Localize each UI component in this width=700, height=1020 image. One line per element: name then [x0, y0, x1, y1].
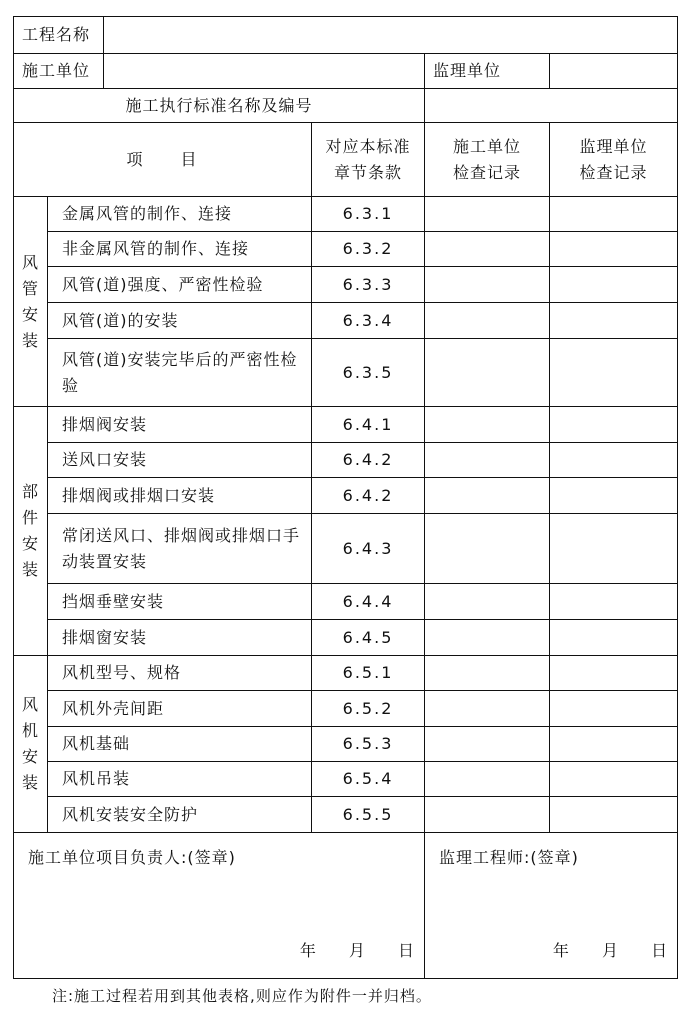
contractor-signature-date: 年 月 日: [299, 941, 415, 960]
contractor-record-cell[interactable]: [425, 478, 550, 514]
footnote: 注:施工过程若用到其他表格,则应作为附件一并归档。: [52, 987, 432, 1005]
contractor-label: 施工单位: [14, 54, 104, 89]
supervisor-record-cell[interactable]: [550, 339, 678, 407]
clause-cell: 6.4.1: [312, 407, 425, 443]
table-row: [14, 727, 678, 762]
supervisor-field[interactable]: [550, 54, 678, 89]
group-char: 装: [21, 330, 39, 350]
table-row: [14, 584, 678, 620]
clause-cell: 6.4.3: [312, 514, 425, 584]
supervisor-signature-label: 监理工程师:(签章): [439, 848, 579, 867]
contractor-record-cell[interactable]: [425, 339, 550, 407]
group-char: 风: [21, 695, 39, 714]
group-char: 机: [21, 721, 39, 740]
table-row: [14, 443, 678, 478]
item-cell: 排烟窗安装: [48, 620, 312, 656]
clause-column-header: [312, 123, 425, 197]
contractor-signature-label: 施工单位项目负责人:(签章): [28, 848, 236, 867]
contractor-record-header: [425, 123, 550, 197]
supervisor-record-cell[interactable]: [550, 691, 678, 727]
supervisor-signature-box[interactable]: [425, 833, 678, 979]
table-row: [14, 691, 678, 727]
item-cell: 风管(道)的安装: [48, 303, 312, 339]
contractor-record-cell[interactable]: [425, 584, 550, 620]
clause-cell: 6.3.3: [312, 267, 425, 303]
clause-cell: 6.4.2: [312, 478, 425, 514]
item-cell: 风管(道)安装完毕后的严密性检验: [48, 339, 312, 407]
clause-header-line2: 章节条款: [334, 162, 403, 182]
clause-cell: 6.5.1: [312, 656, 425, 691]
group-char: 安: [21, 304, 39, 324]
item-cell: 风管(道)强度、严密性检验: [48, 267, 312, 303]
contractor-record-cell[interactable]: [425, 407, 550, 443]
supervisor-record-cell[interactable]: [550, 514, 678, 584]
supervisor-record-cell[interactable]: [550, 407, 678, 443]
supervisor-record-cell[interactable]: [550, 443, 678, 478]
table-row: [14, 407, 678, 443]
group-label-duct: [14, 197, 48, 407]
contractor-record-cell[interactable]: [425, 691, 550, 727]
standard-field[interactable]: [425, 89, 678, 123]
table-row: [14, 620, 678, 656]
contractor-record-cell[interactable]: [425, 762, 550, 797]
table-row: [14, 232, 678, 267]
item-cell: 排烟阀安装: [48, 407, 312, 443]
table-row: [14, 197, 678, 232]
unit-row: [14, 54, 678, 89]
contractor-field[interactable]: [104, 54, 425, 89]
item-cell: 风机吊装: [48, 762, 312, 797]
item-cell: 风机外壳间距: [48, 691, 312, 727]
supervisor-record-cell[interactable]: [550, 267, 678, 303]
contractor-record-line1: 施工单位: [453, 136, 522, 156]
item-cell: 风机基础: [48, 727, 312, 762]
supervisor-record-cell[interactable]: [550, 232, 678, 267]
supervisor-record-cell[interactable]: [550, 656, 678, 691]
item-cell: 常闭送风口、排烟阀或排烟口手动装置安装: [48, 514, 312, 584]
signature-row: [14, 833, 678, 979]
item-cell: 非金属风管的制作、连接: [48, 232, 312, 267]
contractor-record-cell[interactable]: [425, 727, 550, 762]
clause-cell: 6.4.4: [312, 584, 425, 620]
supervisor-record-line2: 检查记录: [579, 162, 648, 182]
supervisor-record-cell[interactable]: [550, 197, 678, 232]
group-char: 管: [21, 278, 39, 298]
table-row: [14, 478, 678, 514]
group-char: 部: [21, 482, 39, 501]
column-header-row: [14, 123, 678, 197]
project-name-field[interactable]: [104, 17, 678, 54]
contractor-record-cell[interactable]: [425, 267, 550, 303]
group-char: 装: [21, 560, 39, 579]
contractor-record-cell[interactable]: [425, 197, 550, 232]
supervisor-record-cell[interactable]: [550, 797, 678, 833]
item-cell: 风机型号、规格: [48, 656, 312, 691]
item-cell: 送风口安装: [48, 443, 312, 478]
clause-cell: 6.5.4: [312, 762, 425, 797]
contractor-record-cell[interactable]: [425, 514, 550, 584]
clause-cell: 6.4.5: [312, 620, 425, 656]
clause-cell: 6.5.2: [312, 691, 425, 727]
contractor-record-cell[interactable]: [425, 443, 550, 478]
group-label-fan: [14, 656, 48, 833]
group-char: 风: [21, 252, 39, 272]
contractor-record-line2: 检查记录: [453, 162, 522, 182]
table-row: [14, 339, 678, 407]
supervisor-record-cell[interactable]: [550, 303, 678, 339]
contractor-record-cell[interactable]: [425, 656, 550, 691]
clause-header-line1: 对应本标准: [325, 136, 411, 156]
clause-cell: 6.3.4: [312, 303, 425, 339]
item-cell: 金属风管的制作、连接: [48, 197, 312, 232]
table-row: [14, 303, 678, 339]
contractor-record-cell[interactable]: [425, 797, 550, 833]
supervisor-record-cell[interactable]: [550, 584, 678, 620]
group-label-components: [14, 407, 48, 656]
supervisor-record-line1: 监理单位: [579, 136, 648, 156]
supervisor-signature-date: 年 月 日: [552, 941, 668, 960]
project-name-row: [14, 17, 678, 54]
clause-cell: 6.3.1: [312, 197, 425, 232]
table-row: [14, 762, 678, 797]
standard-label: 施工执行标准名称及编号: [14, 89, 425, 123]
clause-cell: 6.5.3: [312, 727, 425, 762]
supervisor-label: 监理单位: [425, 54, 550, 89]
table-row: [14, 514, 678, 584]
project-name-label: 工程名称: [14, 17, 104, 54]
item-cell: 挡烟垂壁安装: [48, 584, 312, 620]
clause-cell: 6.4.2: [312, 443, 425, 478]
table-row: [14, 797, 678, 833]
contractor-record-cell[interactable]: [425, 303, 550, 339]
supervisor-record-cell[interactable]: [550, 478, 678, 514]
supervisor-record-cell[interactable]: [550, 762, 678, 797]
group-char: 件: [21, 508, 39, 527]
clause-cell: 6.5.5: [312, 797, 425, 833]
group-char: 装: [21, 773, 39, 792]
item-column-header: 项 目: [14, 123, 312, 197]
table-row: [14, 267, 678, 303]
supervisor-record-cell[interactable]: [550, 620, 678, 656]
group-char: 安: [21, 534, 39, 553]
contractor-record-cell[interactable]: [425, 620, 550, 656]
supervisor-record-cell[interactable]: [550, 727, 678, 762]
table-row: [14, 656, 678, 691]
group-char: 安: [21, 747, 39, 766]
standard-row: [14, 89, 678, 123]
contractor-signature-box[interactable]: [14, 833, 425, 979]
item-cell: 风机安装安全防护: [48, 797, 312, 833]
clause-cell: 6.3.5: [312, 339, 425, 407]
supervisor-record-header: [550, 123, 678, 197]
contractor-record-cell[interactable]: [425, 232, 550, 267]
inspection-form-table: [13, 16, 678, 979]
clause-cell: 6.3.2: [312, 232, 425, 267]
item-cell: 排烟阀或排烟口安装: [48, 478, 312, 514]
